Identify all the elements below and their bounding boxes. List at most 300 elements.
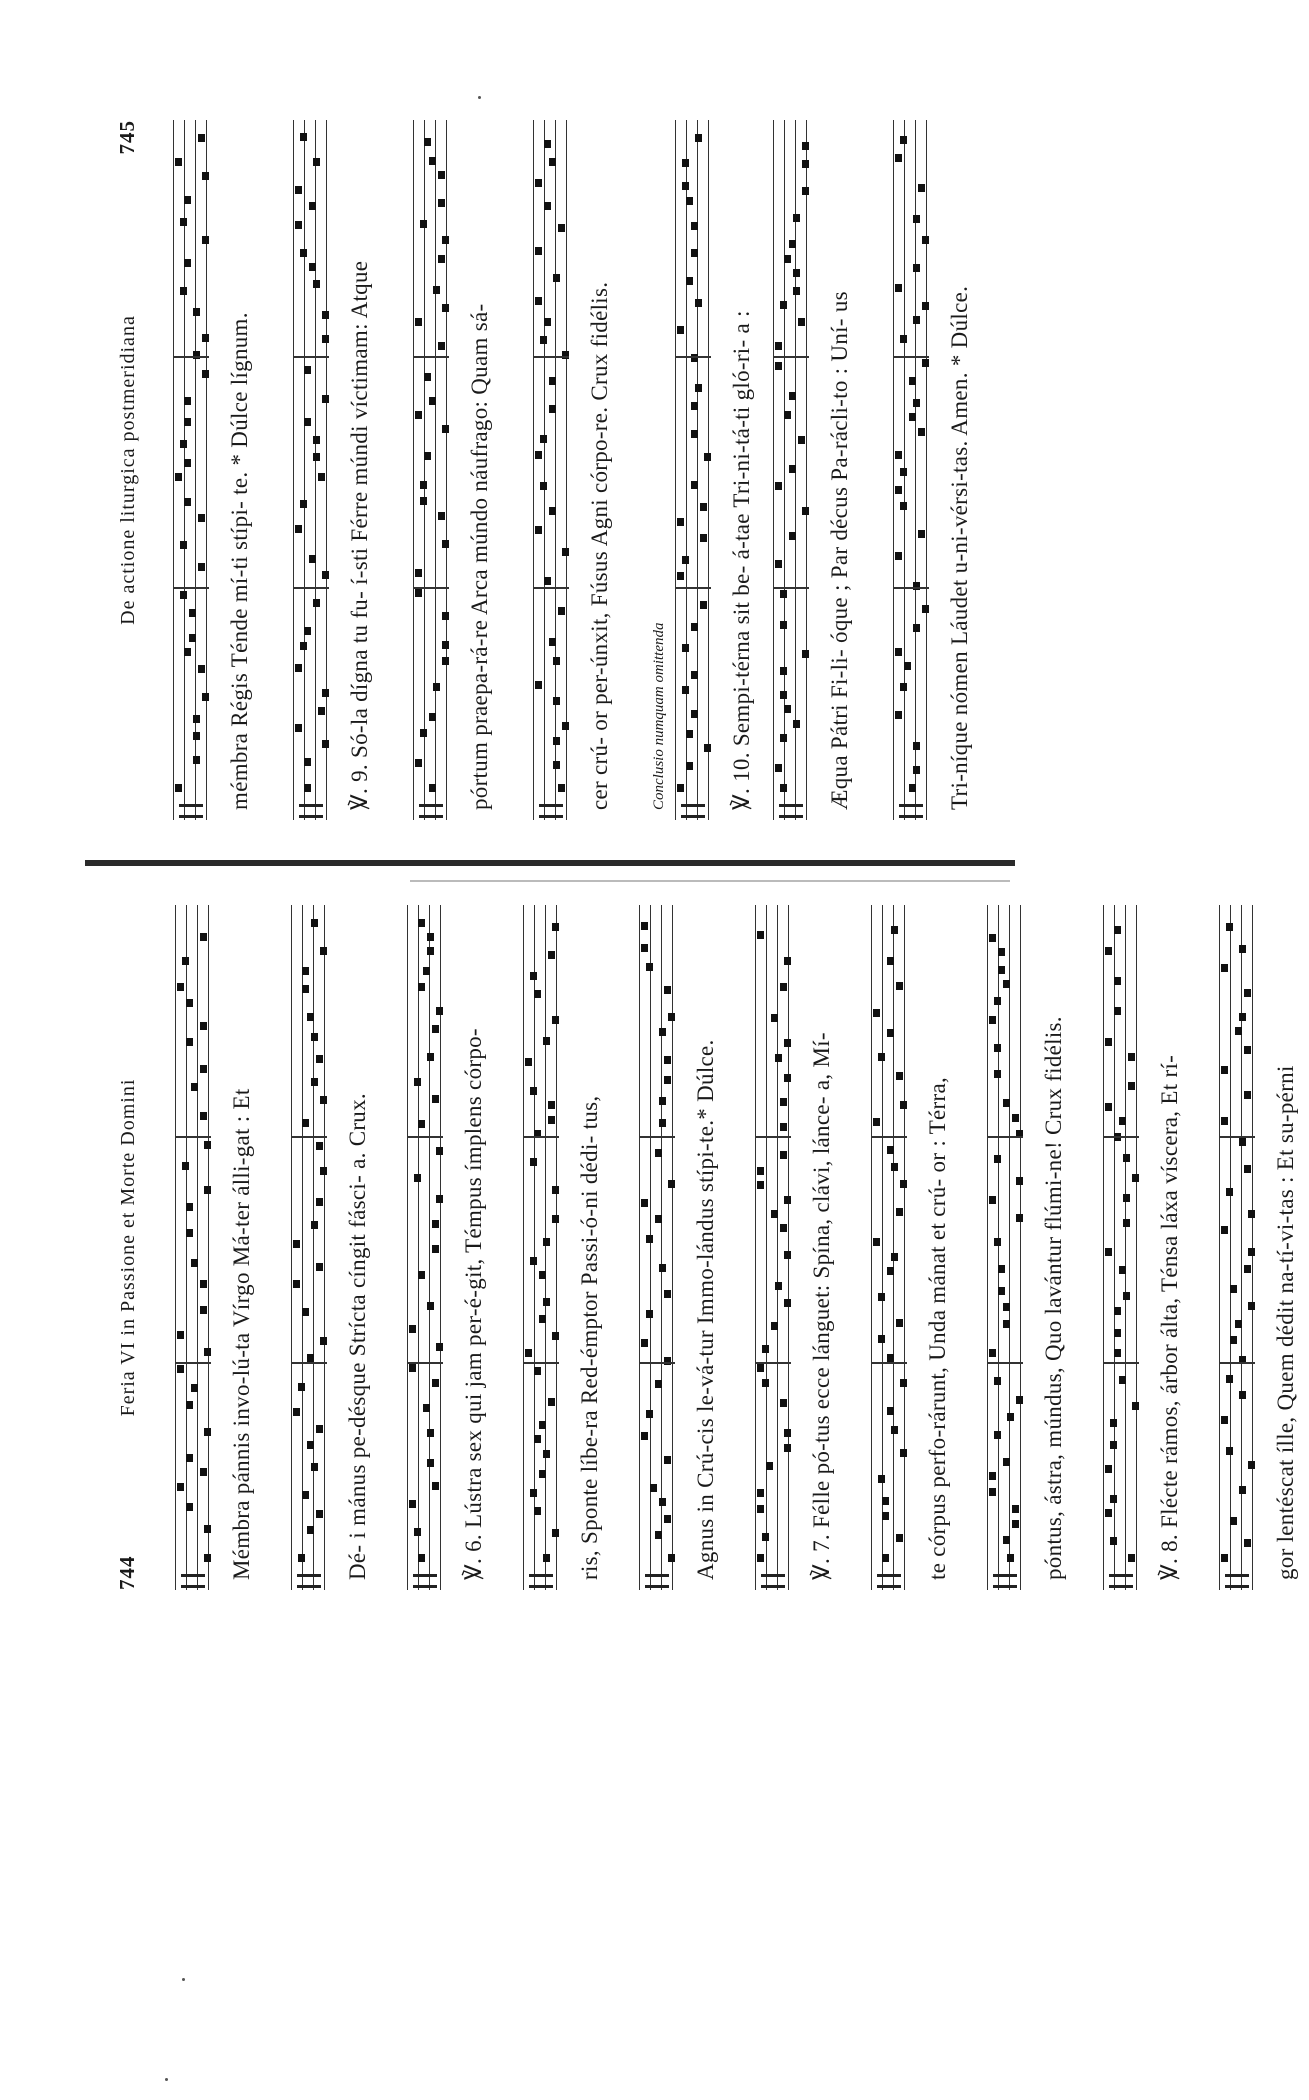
staff-line bbox=[315, 120, 316, 820]
neume-mark bbox=[438, 255, 445, 263]
neume-mark bbox=[535, 297, 542, 305]
neume-mark bbox=[762, 1533, 769, 1541]
neume-mark bbox=[994, 1377, 1001, 1385]
neume-mark bbox=[913, 316, 920, 324]
neume-mark bbox=[427, 947, 434, 955]
page-745 bbox=[115, 120, 1015, 820]
neume-mark bbox=[668, 1554, 675, 1562]
neume-mark bbox=[202, 172, 209, 180]
neume-mark bbox=[887, 957, 894, 965]
bar-line bbox=[871, 1136, 907, 1138]
neume-mark bbox=[775, 560, 782, 568]
staff bbox=[291, 905, 327, 1590]
neume-mark bbox=[1110, 1419, 1117, 1427]
staff bbox=[987, 905, 1023, 1590]
neume-mark bbox=[1128, 1554, 1135, 1562]
neume-mark bbox=[552, 923, 559, 931]
neume-mark bbox=[302, 985, 309, 993]
staff bbox=[413, 120, 449, 820]
staff-line bbox=[893, 120, 894, 820]
neume-mark bbox=[436, 1007, 443, 1015]
neume-mark bbox=[682, 159, 689, 167]
neume-mark bbox=[775, 342, 782, 350]
chant-system bbox=[1103, 905, 1193, 1590]
neume-mark bbox=[189, 609, 196, 617]
chant-system bbox=[893, 120, 983, 820]
clef-icon bbox=[539, 804, 563, 818]
neume-mark bbox=[191, 1384, 198, 1392]
lyric-line: ℣. 8. Flécte rámos, árbor álta, Ténsa láxa víscera, Et rí- bbox=[1157, 1054, 1182, 1580]
neume-mark bbox=[998, 948, 1005, 956]
neume-mark bbox=[432, 1220, 439, 1228]
neume-mark bbox=[789, 240, 796, 248]
neume-mark bbox=[882, 1497, 889, 1505]
neume-mark bbox=[415, 589, 422, 597]
neume-mark bbox=[191, 1259, 198, 1267]
neume-mark bbox=[534, 1435, 541, 1443]
neume-mark bbox=[682, 556, 689, 564]
neume-mark bbox=[896, 982, 903, 990]
neume-mark bbox=[994, 1431, 1001, 1439]
neume-mark bbox=[686, 277, 693, 285]
neume-mark bbox=[304, 627, 311, 635]
neume-mark bbox=[298, 1554, 305, 1562]
neume-mark bbox=[543, 1238, 550, 1246]
neume-mark bbox=[180, 218, 187, 226]
staff-line bbox=[661, 905, 662, 1590]
staff bbox=[639, 905, 675, 1590]
neume-mark bbox=[544, 202, 551, 210]
neume-mark bbox=[780, 691, 787, 699]
neume-mark bbox=[530, 1257, 537, 1265]
neume-mark bbox=[295, 221, 302, 229]
neume-mark bbox=[309, 555, 316, 563]
neume-mark bbox=[304, 758, 311, 766]
neume-mark bbox=[887, 1354, 894, 1362]
neume-mark bbox=[659, 1264, 666, 1272]
neume-mark bbox=[784, 1196, 791, 1204]
neume-mark bbox=[1230, 1285, 1237, 1293]
chant-system bbox=[407, 905, 497, 1590]
neume-mark bbox=[677, 518, 684, 526]
neume-mark bbox=[922, 302, 929, 310]
neume-mark bbox=[436, 1195, 443, 1203]
neume-mark bbox=[202, 334, 209, 342]
neume-mark bbox=[202, 236, 209, 244]
neume-mark bbox=[420, 729, 427, 737]
neume-mark bbox=[704, 453, 711, 461]
clef-icon bbox=[877, 1574, 901, 1588]
neume-mark bbox=[313, 436, 320, 444]
staff bbox=[293, 120, 329, 820]
neume-mark bbox=[882, 1554, 889, 1562]
clef-icon bbox=[179, 804, 203, 818]
lyric-line: gor lentéscat ílle, Quem dédit na-tí-vi-tas : Et su-pérni bbox=[1273, 1065, 1298, 1580]
neume-mark bbox=[409, 1500, 416, 1508]
clef-icon bbox=[297, 1574, 321, 1588]
chant-system bbox=[533, 120, 623, 820]
neume-mark bbox=[771, 1014, 778, 1022]
neume-mark bbox=[558, 224, 565, 232]
bar-line bbox=[533, 587, 569, 589]
chant-system bbox=[755, 905, 845, 1590]
staff-line bbox=[882, 905, 883, 1590]
neume-mark bbox=[539, 1271, 546, 1279]
bar-line bbox=[1103, 1362, 1139, 1364]
neume-mark bbox=[534, 1367, 541, 1375]
neume-mark bbox=[1248, 1302, 1255, 1310]
neume-mark bbox=[1114, 977, 1121, 985]
neume-mark bbox=[442, 540, 449, 548]
neume-mark bbox=[686, 197, 693, 205]
lyric-line: Mémbra pánnis invo-lú-ta Vírgo Má-ter álli-gat : Et bbox=[229, 1088, 254, 1580]
staff-line bbox=[293, 120, 294, 820]
neume-mark bbox=[900, 136, 907, 144]
neume-mark bbox=[553, 697, 560, 705]
neume-mark bbox=[442, 641, 449, 649]
neume-mark bbox=[1132, 1402, 1139, 1410]
neume-mark bbox=[1012, 1114, 1019, 1122]
neume-mark bbox=[1012, 1505, 1019, 1513]
neume-mark bbox=[544, 318, 551, 326]
neume-mark bbox=[784, 1299, 791, 1307]
neume-mark bbox=[200, 1112, 207, 1120]
staff-line bbox=[173, 120, 174, 820]
neume-mark bbox=[896, 1208, 903, 1216]
neume-mark bbox=[677, 572, 684, 580]
neume-mark bbox=[184, 418, 191, 426]
neume-mark bbox=[646, 1235, 653, 1243]
staff-line bbox=[1136, 905, 1137, 1590]
staff-line bbox=[686, 120, 687, 820]
clef-icon bbox=[681, 804, 705, 818]
neume-mark bbox=[420, 481, 427, 489]
neume-mark bbox=[691, 710, 698, 718]
neume-mark bbox=[200, 1065, 207, 1073]
staff-line bbox=[708, 120, 709, 820]
neume-mark bbox=[322, 335, 329, 343]
staff bbox=[893, 120, 929, 820]
neume-mark bbox=[655, 1531, 662, 1539]
neume-mark bbox=[540, 435, 547, 443]
neume-mark bbox=[438, 512, 445, 520]
chant-system bbox=[639, 905, 729, 1590]
neume-mark bbox=[539, 1421, 546, 1429]
neume-mark bbox=[302, 1308, 309, 1316]
neume-mark bbox=[562, 722, 569, 730]
neume-mark bbox=[295, 664, 302, 672]
neume-mark bbox=[998, 1265, 1005, 1273]
neume-mark bbox=[1239, 1138, 1246, 1146]
neume-mark bbox=[909, 377, 916, 385]
neume-mark bbox=[1221, 1066, 1228, 1074]
staff-line bbox=[197, 905, 198, 1590]
neume-mark bbox=[433, 286, 440, 294]
neume-mark bbox=[415, 318, 422, 326]
neume-mark bbox=[780, 1151, 787, 1159]
neume-mark bbox=[784, 1429, 791, 1437]
staff-line bbox=[766, 905, 767, 1590]
neume-mark bbox=[433, 683, 440, 691]
neume-mark bbox=[646, 1410, 653, 1418]
neume-mark bbox=[704, 744, 711, 752]
staff-line bbox=[523, 905, 524, 1590]
bar-line bbox=[893, 587, 929, 589]
staff-line bbox=[915, 120, 916, 820]
neume-mark bbox=[895, 284, 902, 292]
neume-mark bbox=[177, 1365, 184, 1373]
neume-mark bbox=[895, 552, 902, 560]
lyric-line: mémbra Régis Ténde mí-ti stípi- te. * Dúlce lígnum. bbox=[227, 312, 252, 810]
neume-mark bbox=[313, 599, 320, 607]
neume-mark bbox=[180, 541, 187, 549]
page-number: 744 bbox=[115, 1555, 139, 1590]
neume-mark bbox=[311, 919, 318, 927]
neume-mark bbox=[994, 1044, 1001, 1052]
staff-line bbox=[407, 905, 408, 1590]
bar-line bbox=[407, 1136, 443, 1138]
clef-icon bbox=[645, 1574, 669, 1588]
neume-mark bbox=[891, 1253, 898, 1261]
neume-mark bbox=[1123, 1154, 1130, 1162]
neume-mark bbox=[918, 428, 925, 436]
neume-mark bbox=[757, 1489, 764, 1497]
neume-mark bbox=[552, 1529, 559, 1537]
neume-mark bbox=[802, 507, 809, 515]
bar-line bbox=[1219, 1362, 1255, 1364]
neume-mark bbox=[780, 301, 787, 309]
bar-line bbox=[1219, 1136, 1255, 1138]
staff bbox=[755, 905, 791, 1590]
neume-mark bbox=[1119, 1117, 1126, 1125]
running-title: De actione liturgica postmeridiana bbox=[117, 315, 139, 625]
neume-mark bbox=[802, 187, 809, 195]
chant-system bbox=[413, 120, 503, 820]
neume-mark bbox=[429, 397, 436, 405]
neume-mark bbox=[293, 1408, 300, 1416]
staff-line bbox=[545, 905, 546, 1590]
neume-mark bbox=[414, 1078, 421, 1086]
neume-mark bbox=[418, 919, 425, 927]
neume-mark bbox=[784, 957, 791, 965]
neume-mark bbox=[900, 1449, 907, 1457]
neume-mark bbox=[202, 693, 209, 701]
bar-line bbox=[293, 587, 329, 589]
neume-mark bbox=[918, 530, 925, 538]
clef-icon bbox=[779, 804, 803, 818]
neume-mark bbox=[793, 269, 800, 277]
staff bbox=[173, 120, 209, 820]
bar-line bbox=[523, 1362, 559, 1364]
neume-mark bbox=[424, 373, 431, 381]
neume-mark bbox=[686, 730, 693, 738]
neume-mark bbox=[1016, 1396, 1023, 1404]
neume-mark bbox=[432, 1379, 439, 1387]
neume-mark bbox=[691, 402, 698, 410]
neume-mark bbox=[177, 1483, 184, 1491]
neume-mark bbox=[784, 1251, 791, 1259]
neume-mark bbox=[198, 563, 205, 571]
neume-mark bbox=[771, 1322, 778, 1330]
scan-speck bbox=[165, 2078, 168, 2081]
neume-mark bbox=[307, 1354, 314, 1362]
neume-mark bbox=[1221, 1117, 1228, 1125]
neume-mark bbox=[691, 249, 698, 257]
neume-mark bbox=[193, 756, 200, 764]
chant-system bbox=[173, 120, 263, 820]
staff-line bbox=[675, 120, 676, 820]
neume-mark bbox=[415, 569, 422, 577]
neume-mark bbox=[322, 571, 329, 579]
neume-mark bbox=[766, 1462, 773, 1470]
neume-mark bbox=[311, 1033, 318, 1041]
neume-mark bbox=[180, 591, 187, 599]
neume-mark bbox=[762, 1379, 769, 1387]
neume-mark bbox=[895, 154, 902, 162]
neume-mark bbox=[1119, 1266, 1126, 1274]
neume-mark bbox=[655, 1149, 662, 1157]
neume-mark bbox=[989, 1488, 996, 1496]
neume-mark bbox=[530, 1489, 537, 1497]
bar-line bbox=[291, 1136, 327, 1138]
neume-mark bbox=[1221, 1416, 1228, 1424]
neume-mark bbox=[304, 366, 311, 374]
bar-line bbox=[893, 356, 929, 358]
neume-mark bbox=[695, 384, 702, 392]
clef-icon bbox=[1109, 1574, 1133, 1588]
neume-mark bbox=[442, 236, 449, 244]
neume-mark bbox=[913, 399, 920, 407]
neume-mark bbox=[700, 601, 707, 609]
neume-mark bbox=[659, 1028, 666, 1036]
neume-mark bbox=[1248, 1210, 1255, 1218]
neume-mark bbox=[641, 1339, 648, 1347]
neume-mark bbox=[553, 657, 560, 665]
neume-mark bbox=[757, 1181, 764, 1189]
neume-mark bbox=[438, 171, 445, 179]
neume-mark bbox=[543, 1298, 550, 1306]
staff-line bbox=[555, 120, 556, 820]
neume-mark bbox=[789, 465, 796, 473]
staff-line bbox=[806, 120, 807, 820]
neume-mark bbox=[549, 158, 556, 166]
neume-mark bbox=[322, 395, 329, 403]
bar-line bbox=[175, 1362, 211, 1364]
neume-mark bbox=[307, 1526, 314, 1534]
neume-mark bbox=[293, 1280, 300, 1288]
neume-mark bbox=[204, 1186, 211, 1194]
neume-mark bbox=[182, 1162, 189, 1170]
neume-mark bbox=[418, 1554, 425, 1562]
clef-icon bbox=[761, 1574, 785, 1588]
clef-icon bbox=[419, 804, 443, 818]
staff-line bbox=[304, 120, 305, 820]
neume-mark bbox=[1235, 1320, 1242, 1328]
neume-mark bbox=[442, 304, 449, 312]
neume-mark bbox=[191, 1083, 198, 1091]
neume-mark bbox=[798, 436, 805, 444]
neume-mark bbox=[918, 184, 925, 192]
bar-line bbox=[639, 1136, 675, 1138]
neume-mark bbox=[998, 966, 1005, 974]
page-divider bbox=[85, 860, 1015, 866]
neume-mark bbox=[668, 1180, 675, 1188]
neume-mark bbox=[1105, 1038, 1112, 1046]
neume-mark bbox=[682, 686, 689, 694]
clef-icon bbox=[529, 1574, 553, 1588]
neume-mark bbox=[1239, 945, 1246, 953]
bar-line bbox=[413, 587, 449, 589]
neume-mark bbox=[300, 500, 307, 508]
neume-mark bbox=[691, 623, 698, 631]
neume-mark bbox=[994, 997, 1001, 1005]
neume-mark bbox=[193, 715, 200, 723]
neume-mark bbox=[1003, 1536, 1010, 1544]
neume-mark bbox=[1016, 1214, 1023, 1222]
neume-mark bbox=[535, 247, 542, 255]
neume-mark bbox=[878, 1335, 885, 1343]
neume-mark bbox=[1226, 1375, 1233, 1383]
neume-mark bbox=[530, 1087, 537, 1095]
neume-mark bbox=[780, 784, 787, 792]
neume-mark bbox=[878, 1293, 885, 1301]
neume-mark bbox=[302, 967, 309, 975]
neume-mark bbox=[204, 1525, 211, 1533]
neume-mark bbox=[316, 1142, 323, 1150]
neume-mark bbox=[1248, 1248, 1255, 1256]
staff-line bbox=[175, 905, 176, 1590]
page-edge-shadow bbox=[410, 880, 1010, 882]
neume-mark bbox=[300, 133, 307, 141]
staff-line bbox=[987, 905, 988, 1590]
neume-mark bbox=[989, 1472, 996, 1480]
neume-mark bbox=[186, 1454, 193, 1462]
staff-line bbox=[534, 905, 535, 1590]
neume-mark bbox=[922, 359, 929, 367]
neume-mark bbox=[664, 1290, 671, 1298]
neume-mark bbox=[543, 1554, 550, 1562]
neume-mark bbox=[316, 1263, 323, 1271]
neume-mark bbox=[1239, 1486, 1246, 1494]
neume-mark bbox=[186, 1401, 193, 1409]
chant-system bbox=[651, 120, 765, 820]
neume-mark bbox=[641, 1199, 648, 1207]
neume-mark bbox=[1221, 1226, 1228, 1234]
neume-mark bbox=[895, 451, 902, 459]
neume-mark bbox=[302, 1119, 309, 1127]
staff bbox=[523, 905, 559, 1590]
staff-line bbox=[429, 905, 430, 1590]
neume-mark bbox=[887, 1407, 894, 1415]
neume-mark bbox=[432, 1245, 439, 1253]
neume-mark bbox=[442, 425, 449, 433]
neume-mark bbox=[780, 983, 787, 991]
neume-mark bbox=[432, 1482, 439, 1490]
neume-mark bbox=[535, 681, 542, 689]
staff-line bbox=[566, 120, 567, 820]
neume-mark bbox=[1003, 1303, 1010, 1311]
neume-mark bbox=[900, 502, 907, 510]
neume-mark bbox=[304, 784, 311, 792]
neume-mark bbox=[204, 1554, 211, 1562]
neume-mark bbox=[415, 411, 422, 419]
lyric-line: póntus, ástra, múndus, Quo lavántur flúmi-ne! Crux fidélis. bbox=[1041, 1016, 1066, 1580]
chant-system bbox=[291, 905, 381, 1590]
neume-mark bbox=[1221, 964, 1228, 972]
neume-mark bbox=[184, 498, 191, 506]
neume-mark bbox=[530, 1158, 537, 1166]
lyric-line: ris, Sponte líbe-ra Red-émptor Passi-ó-ni dédi- tus, bbox=[577, 1095, 602, 1580]
